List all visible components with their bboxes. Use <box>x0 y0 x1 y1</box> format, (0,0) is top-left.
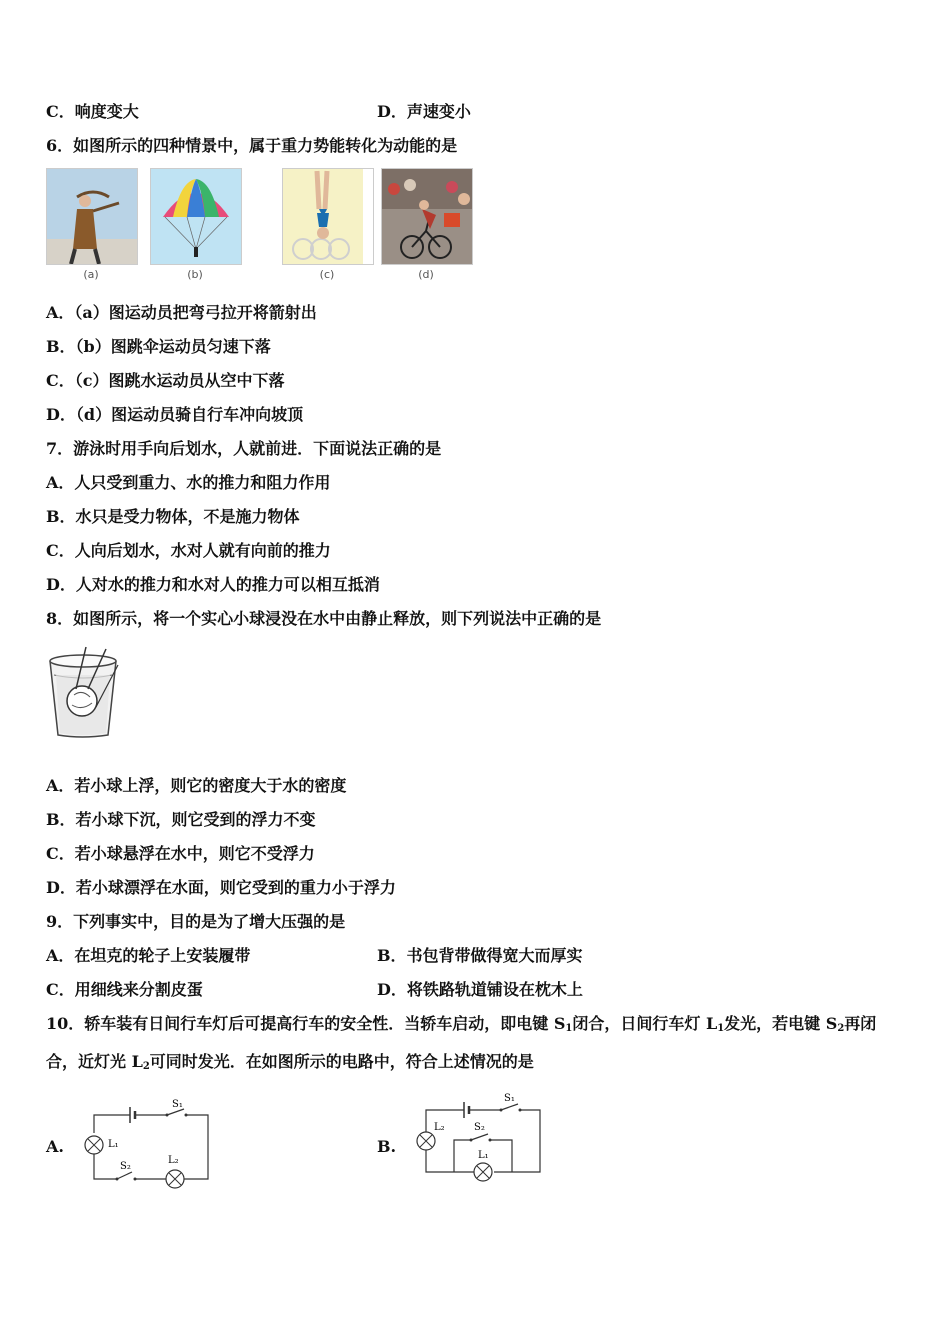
q6-figure <box>46 168 471 283</box>
caption-a: (a) <box>83 268 99 281</box>
q8-stem: 8．如图所示，将一个实心小球浸没在水中由静止释放，则下列说法中正确的是 <box>46 609 602 628</box>
photo-b-parachute <box>150 168 242 265</box>
circuit-b-s1: S₁ <box>504 1093 515 1104</box>
circuit-a-s2: S₂ <box>120 1161 131 1172</box>
circuit-b-l1: L₁ <box>478 1150 489 1161</box>
q5-option-d: D．声速变小 <box>377 102 471 121</box>
q6-option-c: C．（c）图跳水运动员从空中下落 <box>46 371 285 390</box>
q6-option-b: B．（b）图跳伞运动员匀速下落 <box>46 337 271 356</box>
caption-d: (d) <box>418 268 434 281</box>
q7-option-b: B．水只是受力物体，不是施力物体 <box>46 507 300 526</box>
circuit-b-diagram <box>408 1090 548 1190</box>
caption-b: (b) <box>187 268 203 281</box>
q8-beaker-figure <box>46 645 121 740</box>
circuit-b-s2: S₂ <box>474 1122 485 1133</box>
circuit-a-diagram <box>78 1095 218 1190</box>
photo-c-diver <box>282 168 374 265</box>
circuit-a-l2: L₂ <box>168 1155 179 1166</box>
q9-stem: 9．下列事实中，目的是为了增大压强的是 <box>46 912 346 931</box>
q6-option-a: A．（a）图运动员把弯弓拉开将箭射出 <box>46 303 317 322</box>
q10-stem-line1: 10．轿车装有日间行车灯后可提高行车的安全性．当轿车启动，即电键 $S_1$闭合，日间行车灯 $L_1$发光，若电键 $S_2$再闭 <box>46 1014 877 1034</box>
circuit-a-l1: L₁ <box>108 1139 119 1150</box>
q7-stem: 7．游泳时用手向后划水，人就前进．下面说法正确的是 <box>46 439 442 458</box>
q6-stem: 6．如图所示的四种情景中，属于重力势能转化为动能的是 <box>46 136 458 155</box>
q8-option-d: D．若小球漂浮在水面，则它受到的重力小于浮力 <box>46 878 396 897</box>
q9-option-a: A．在坦克的轮子上安装履带 <box>46 946 251 965</box>
circuit-b-label: B. <box>377 1137 397 1156</box>
q7-option-d: D．人对水的推力和水对人的推力可以相互抵消 <box>46 575 380 594</box>
q9-option-b: B．书包背带做得宽大而厚实 <box>377 946 583 965</box>
q8-option-a: A．若小球上浮，则它的密度大于水的密度 <box>46 776 347 795</box>
circuit-a-s1: S₁ <box>172 1099 183 1110</box>
photo-a-archer <box>46 168 138 265</box>
q8-option-b: B．若小球下沉，则它受到的浮力不变 <box>46 810 316 829</box>
q9-option-d: D．将铁路轨道铺设在枕木上 <box>377 980 583 999</box>
q7-option-c: C．人向后划水，水对人就有向前的推力 <box>46 541 331 560</box>
q8-option-c: C．若小球悬浮在水中，则它不受浮力 <box>46 844 315 863</box>
q6-option-d: D．（d）图运动员骑自行车冲向坡顶 <box>46 405 304 424</box>
q9-option-c: C．用细线来分割皮蛋 <box>46 980 203 999</box>
q7-option-a: A．人只受到重力、水的推力和阻力作用 <box>46 473 331 492</box>
q5-option-c: C．响度变大 <box>46 102 139 121</box>
circuit-b-l2: L₂ <box>434 1122 445 1133</box>
q10-stem-line2: 合，近灯光 $L_2$可同时发光．在如图所示的电路中，符合上述情况的是 <box>46 1052 534 1072</box>
caption-c: (c) <box>319 268 335 281</box>
photo-d-cyclist <box>381 168 473 265</box>
circuit-a-label: A. <box>46 1137 64 1156</box>
